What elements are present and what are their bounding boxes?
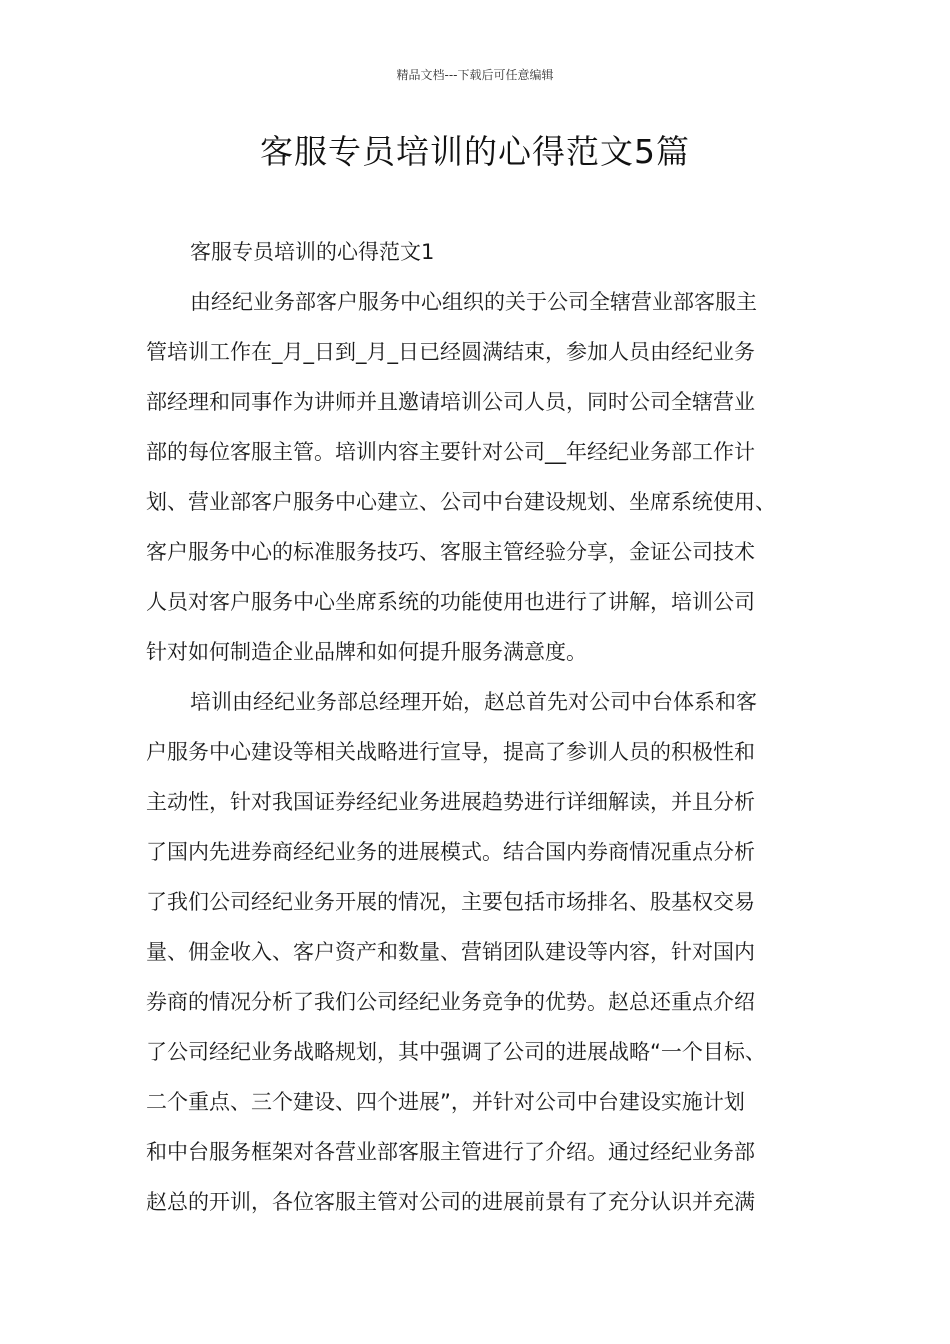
section-heading: 客服专员培训的心得范文1: [190, 240, 435, 264]
page-header: 精品文档---下载后可任意编辑: [396, 68, 554, 82]
paragraph-1-line-3: 部经理和同事作为讲师并且邀请培训公司人员，同时公司全辖营业: [146, 390, 755, 414]
paragraph-1-line-8: 针对如何制造企业品牌和如何提升服务满意度。: [146, 640, 587, 664]
document-title: 客服专员培训的心得范文5篇: [260, 132, 690, 171]
paragraph-2-line-8: 了公司经纪业务战略规划，其中强调了公司的进展战略“一个目标、: [146, 1040, 766, 1064]
paragraph-2-line-3: 主动性，针对我国证券经纪业务进展趋势进行详细解读，并且分析: [146, 790, 755, 814]
paragraph-1-line-4: 部的每位客服主管。培训内容主要针对公司__年经纪业务部工作计: [146, 440, 755, 464]
paragraph-2-line-11: 赵总的开训，各位客服主管对公司的进展前景有了充分认识并充满: [146, 1190, 755, 1214]
paragraph-1-line-1: 由经纪业务部客户服务中心组织的关于公司全辖营业部客服主: [190, 290, 757, 314]
paragraph-2-line-1: 培训由经纪业务部总经理开始，赵总首先对公司中台体系和客: [190, 690, 757, 714]
paragraph-2-line-10: 和中台服务框架对各营业部客服主管进行了介绍。通过经纪业务部: [146, 1140, 755, 1164]
paragraph-2-line-7: 券商的情况分析了我们公司经纪业务竞争的优势。赵总还重点介绍: [146, 990, 755, 1014]
paragraph-2-line-9: 二个重点、三个建设、四个进展”，并针对公司中台建设实施计划: [146, 1090, 745, 1114]
paragraph-2-line-2: 户服务中心建设等相关战略进行宣导，提高了参训人员的积极性和: [146, 740, 755, 764]
paragraph-2-line-6: 量、佣金收入、客户资产和数量、营销团队建设等内容，针对国内: [146, 940, 755, 964]
paragraph-1-line-6: 客户服务中心的标准服务技巧、客服主管经验分享，金证公司技术: [146, 540, 755, 564]
paragraph-1-line-7: 人员对客户服务中心坐席系统的功能使用也进行了讲解，培训公司: [146, 590, 755, 614]
paragraph-2-line-4: 了国内先进券商经纪业务的进展模式。结合国内券商情况重点分析: [146, 840, 755, 864]
paragraph-2-line-5: 了我们公司经纪业务开展的情况，主要包括市场排名、股基权交易: [146, 890, 755, 914]
paragraph-1-line-5: 划、营业部客户服务中心建立、公司中台建设规划、坐席系统使用、: [146, 490, 776, 514]
paragraph-1-line-2: 管培训工作在_月_日到_月_日已经圆满结束，参加人员由经纪业务: [146, 340, 755, 364]
